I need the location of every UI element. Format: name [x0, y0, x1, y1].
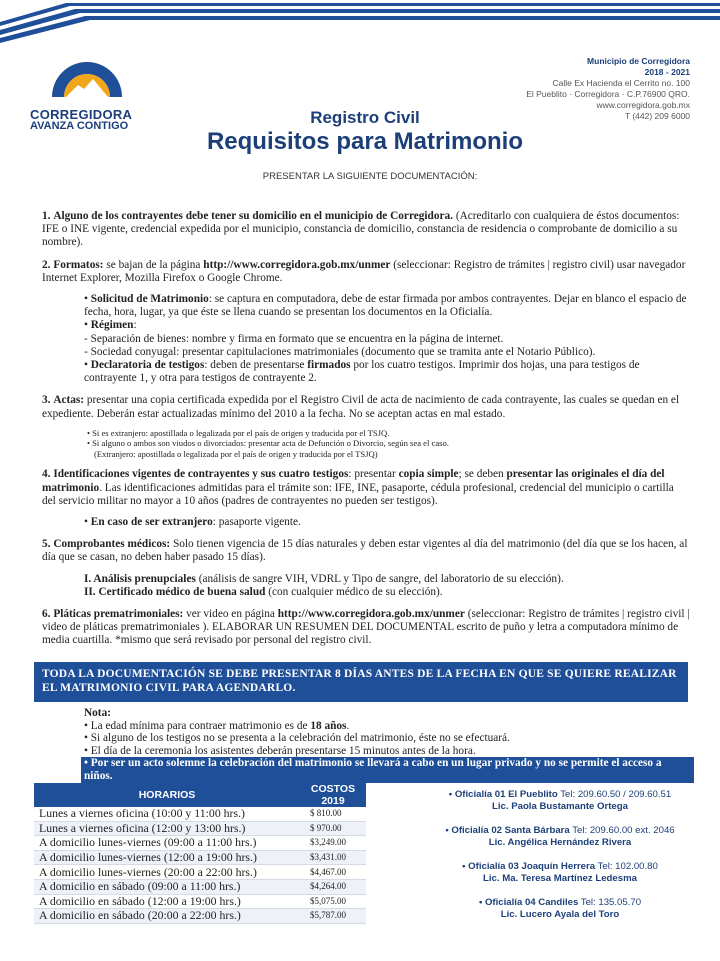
- office-phone: Tel: 102.00.80: [597, 861, 658, 872]
- page-subtitle: Registro Civil: [310, 108, 420, 127]
- section-text: ; se deben: [458, 468, 504, 481]
- period: 2018 - 2021: [644, 67, 690, 77]
- section-1: [42, 210, 690, 250]
- phone: T (442) 209 6000: [624, 111, 690, 121]
- schedule-cost: $3,431.00: [300, 850, 366, 865]
- section-5: [42, 538, 690, 599]
- schedule-label: A domicilio lunes-viernes (12:00 a 19:00 hrs.): [34, 850, 300, 865]
- address-line-1: Calle Ex Hacienda el Cerrito no. 100: [552, 78, 690, 88]
- office-person: Lic. Ma. Teresa Martínez Ledesma: [483, 872, 637, 884]
- small-note: (Extranjero: apostillada o legalizada por el país de origen y traducida por el TSJQ): [94, 448, 378, 459]
- requirements-body: [42, 210, 690, 657]
- office-item: [410, 897, 710, 920]
- small-note: • Si alguno o ambos son viudos o divorciados: presentar acta de Defunción o Divorcio, según sea el caso.: [87, 438, 449, 449]
- item-lead: II. Certificado médico de buena salud: [84, 585, 266, 598]
- website-link[interactable]: www.corregidora.gob.mx: [596, 100, 690, 110]
- section-text: (seleccionar: Registro de trámites | registro civil | video de pláticas prematrimoniales ). ELABORAR UN RESUMEN DEL DOCUMENTAL escrito de puño y letra a computadora mínimo de media cuartilla. *mismo que será revisado por personal del registro civil.: [42, 607, 690, 647]
- office-name: • Oficialía 04 Candiles: [478, 897, 579, 908]
- schedule-cost: $3,249.00: [300, 836, 366, 851]
- note-item: • El día de la ceremonia los asistentes deberán presentarse 15 minutos antes de la hora.: [84, 744, 476, 757]
- brand-name: CORREGIDORA: [30, 107, 133, 122]
- office-person: Lic. Angélica Hernández Rivera: [488, 836, 632, 848]
- item-lead: Declaratoria de testigos: [90, 359, 205, 372]
- list-item: • Declaratoria de testigos: deben de presentarse firmados por los cuatro testigos. Imprimir dos hojas, una para testigos de contrayente 1, y otra para testigos de contrayente 2.: [84, 359, 640, 385]
- list-item: • En caso de ser extranjero: pasaporte vigente.: [84, 515, 301, 528]
- section-number: 3.: [42, 394, 51, 407]
- item-text: : pasaporte vigente.: [212, 515, 301, 528]
- office-name: • Oficialía 02 Santa Bárbara: [445, 825, 570, 836]
- note-bold: 18 años: [310, 719, 347, 732]
- schedule-label: Lunes a viernes oficina (10:00 y 11:00 hrs.): [34, 807, 300, 821]
- schedule-cost: $4,264.00: [300, 879, 366, 894]
- section-number: 1.: [42, 210, 51, 222]
- schedule-cost: $ 810.00: [300, 807, 366, 821]
- schedule-label: Lunes a viernes oficina (12:00 y 13:00 hrs.): [34, 821, 300, 836]
- schedule-label: A domicilio en sábado (12:00 a 19:00 hrs.): [34, 894, 300, 909]
- office-item: [410, 825, 710, 848]
- item-text: : deben de presentarse: [204, 359, 305, 372]
- office-person: Lic. Paola Bustamante Ortega: [492, 800, 628, 812]
- header-horarios: HORARIOS: [34, 783, 300, 807]
- schedule-cost: $5,787.00: [300, 909, 366, 924]
- schedule-cost: $ 970.00: [300, 821, 366, 836]
- page-title: Requisitos para Matrimonio: [206, 128, 524, 155]
- present-heading: PRESENTAR LA SIGUIENTE DOCUMENTACIÓN:: [262, 171, 478, 182]
- offices-list: [410, 789, 710, 933]
- list-item: [84, 573, 690, 586]
- corregidora-logo-icon: [48, 55, 126, 101]
- list-item: • Solicitud de Matrimonio: se captura en computadora, debe de estar firmada por ambos contrayentes. Dejar en blanco el espacio de fecha, hora, lugar, ya que éste se llena cuando se presentan los documentos en la Oficialía.: [84, 293, 687, 319]
- item-lead: En caso de ser extranjero: [90, 515, 213, 528]
- list-item: • Régimen:: [84, 319, 137, 332]
- header-stripes: [0, 0, 720, 50]
- regimen-option: - Separación de bienes: nombre y firma en formato que se encuentra en la página de internet.: [84, 332, 504, 345]
- table-row: [34, 909, 366, 924]
- medical-list: [42, 573, 690, 599]
- notes-block: [84, 707, 694, 783]
- schedule-label: A domicilio lunes-viernes (20:00 a 22:00 hrs.): [34, 865, 300, 880]
- section-4: [42, 468, 690, 529]
- section-lead: Actas:: [53, 394, 85, 407]
- table-row: [34, 850, 366, 865]
- schedule-label: A domicilio lunes-viernes (09:00 a 11:00 hrs.): [34, 836, 300, 851]
- note-text: • La edad mínima para contraer matrimonio es de: [84, 719, 308, 732]
- section-number: 5.: [42, 538, 51, 551]
- item-text: por los cuatro testigos. Imprimir dos hojas, una para testigos de contrayente 1, y otra para testigos de contrayente 2.: [84, 359, 640, 385]
- section-6: [42, 608, 690, 648]
- section-text: (seleccionar: Registro de trámites | registro civil) usar navegador Internet Explorer, Mozilla Firefox o Google Chrome.: [42, 258, 686, 284]
- office-person: Lic. Lucero Ayala del Toro: [500, 908, 620, 920]
- item-lead: I. Análisis prenupciales: [84, 572, 196, 585]
- table-row: [34, 836, 366, 851]
- section-text: (Acreditarlo con cualquiera de éstos documentos: IFE o INE vigente, credencial expedida por el municipio, constancia de domicilio, constancia de residencia o comprobante de domicilio a su nombre).: [42, 210, 680, 249]
- formats-list: [42, 293, 690, 385]
- section-number: 2.: [42, 258, 51, 271]
- list-item: [84, 586, 690, 599]
- table-row: [34, 807, 366, 821]
- item-text: (análisis de sangre VIH, VDRL y Tipo de sangre, del laboratorio de su elección).: [198, 572, 564, 585]
- platicas-url-link[interactable]: http://www.corregidora.gob.mx/unmer: [277, 607, 465, 620]
- formats-url-link[interactable]: http://www.corregidora.gob.mx/unmer: [203, 258, 391, 271]
- schedule-cost: $5,075.00: [300, 894, 366, 909]
- section-lead: Identificaciones vigentes de contrayentes y sus cuatro testigos: [53, 468, 349, 481]
- actas-notes: [42, 428, 690, 460]
- office-item: [410, 861, 710, 884]
- regimen-option: - Sociedad conyugal: presentar capitulaciones matrimoniales (documento que se tramita ante el Notario Público).: [84, 345, 596, 358]
- section-bold: presentar las originales el día del matrimonio: [42, 468, 665, 494]
- section-text: : presentar: [348, 468, 396, 481]
- deadline-banner: TODA LA DOCUMENTACIÓN SE DEBE PRESENTAR 8 DÍAS ANTES DE LA FECHA EN QUE SE QUIERE REALIZAR EL MATRIMONIO CIVIL PARA AGENDARLO.: [34, 662, 688, 702]
- schedule-table: [34, 783, 366, 924]
- office-item: [410, 789, 710, 812]
- section-2: [42, 259, 690, 386]
- item-lead: Solicitud de Matrimonio: [90, 293, 209, 306]
- schedule-cost: $4,467.00: [300, 865, 366, 880]
- office-phone: Tel: 209.60.50 / 209.60.51: [560, 789, 672, 800]
- section-text: Solo tienen vigencia de 15 días naturales y deben estar vigentes al día del matrimonio (del día que se los hacen, al día que se casan, no deben haber pasado 15 días).: [42, 538, 688, 564]
- note-item: [84, 720, 694, 733]
- section-lead: Formatos:: [53, 258, 104, 271]
- header-costos: COSTOS 2019: [300, 783, 366, 807]
- schedule-label: A domicilio en sábado (20:00 a 22:00 hrs.): [34, 909, 300, 924]
- table-row: [34, 865, 366, 880]
- section-text: ver video en página: [186, 607, 275, 620]
- schedule-label: A domicilio en sábado (09:00 a 11:00 hrs.): [34, 879, 300, 894]
- section-text: . Las identificaciones admitidas para el trámite son: IFE, INE, pasaporte, cédula profesional, credencial del municipio o cartilla del servicio militar no mayor a 10 años (padres de contrayentes no pueden ser testigos).: [42, 481, 674, 507]
- item-text: :: [133, 319, 137, 332]
- office-phone: Tel: 209.60.00 ext. 2046: [572, 825, 675, 836]
- item-lead: Régimen: [90, 319, 134, 332]
- section-number: 6.: [42, 607, 51, 620]
- note-text: .: [346, 719, 350, 732]
- title-block: [0, 108, 720, 156]
- note-item: • Si alguno de los testigos no se presenta a la celebración del matrimonio, éste no se efectuará.: [84, 732, 510, 745]
- notes-title: Nota:: [84, 707, 111, 719]
- table-row: [34, 894, 366, 909]
- section-3: [42, 394, 690, 459]
- section-lead: Comprobantes médicos:: [53, 538, 171, 551]
- table-row: [34, 821, 366, 836]
- note-item-highlight: • Por ser un acto solemne la celebración del matrimonio se llevará a cabo en un lugar privado y no se permite el acceso a niños.: [81, 757, 694, 782]
- item-text: (con cualquier médico de su elección).: [268, 585, 443, 598]
- section-lead: Pláticas prematrimoniales:: [53, 607, 184, 620]
- section-bold: copia simple: [398, 468, 459, 481]
- section-number: 4.: [42, 468, 51, 481]
- section-text: presentar una copia certificada expedida por el Registro Civil de acta de nacimiento de cada contrayente, las cuales se quedan en el expediente. Deberán estar actualizadas mínimo del 2010 a la fecha. No se aceptan actas en mal estado.: [42, 394, 680, 420]
- item-text: : se captura en computadora, debe de estar firmada por ambos contrayentes. Dejar en blanco el espacio de fecha, hora, lugar, ya que éste se llena cuando se presentan los documentos en la Oficialía.: [84, 293, 687, 319]
- table-row: [34, 879, 366, 894]
- brand-slogan: AVANZA CONTIGO: [30, 120, 129, 132]
- office-phone: Tel: 135.05.70: [580, 897, 642, 908]
- office-name: • Oficialía 01 El Pueblito: [448, 789, 558, 800]
- address-line-2: El Pueblito · Corregidora · C.P.76900 QRO.: [526, 89, 690, 99]
- section-lead: Alguno de los contrayentes debe tener su domicilio en el municipio de Corregidora.: [53, 210, 453, 222]
- municipio-name: Municipio de Corregidora: [587, 56, 690, 66]
- item-bold: firmados: [307, 359, 351, 372]
- small-note: • Si es extranjero: apostillada o legalizada por el país de origen y traducida por el TSJQ.: [87, 427, 390, 438]
- section-text: se bajan de la página: [106, 258, 201, 271]
- office-name: • Oficialía 03 Joaquín Herrera: [462, 861, 596, 872]
